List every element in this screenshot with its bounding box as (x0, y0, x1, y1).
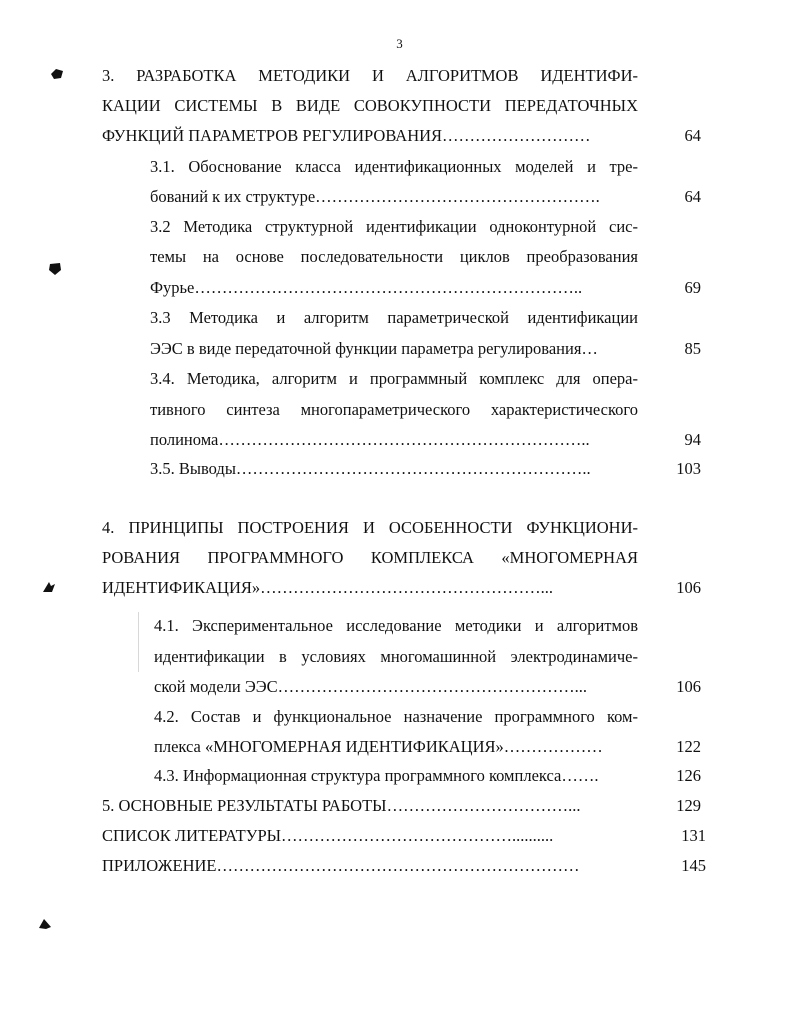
toc-page-number: 69 (684, 278, 701, 297)
toc-line: ЭЭС в виде передаточной функции параметра регулирования… (150, 339, 598, 358)
toc-line: ПРИЛОЖЕНИЕ………………………………………………………… (102, 856, 580, 875)
toc-line: плекса «МНОГОМЕРНАЯ ИДЕНТИФИКАЦИЯ»……………… (154, 737, 603, 756)
toc-line: идентификации в условиях многомашинной электродинамиче- (154, 647, 638, 666)
toc-line: 3.3 Методика и алгоритм параметрической идентификации (150, 308, 638, 327)
toc-page-number: 64 (684, 126, 701, 145)
toc-line: тивного синтеза многопараметрического характеристического (150, 400, 638, 419)
scan-line (138, 612, 139, 672)
toc-page-number: 94 (684, 430, 701, 449)
toc-page-number: 106 (676, 677, 701, 696)
toc-line: Фурье…………………………………………………………….. (150, 278, 583, 297)
toc-page-number: 145 (681, 856, 706, 875)
toc-line: 3.1. Обоснование класса идентификационных моделей и тре- (150, 157, 638, 176)
toc-line: 3.5. Выводы……………………………………………………….. (150, 459, 591, 478)
toc-line: 4.1. Экспериментальное исследование методики и алгоритмов (154, 616, 638, 635)
toc-page-number: 106 (676, 578, 701, 597)
toc-line: 4. ПРИНЦИПЫ ПОСТРОЕНИЯ И ОСОБЕННОСТИ ФУНКЦИОНИ- (102, 518, 638, 537)
toc-line: КАЦИИ СИСТЕМЫ В ВИДЕ СОВОКУПНОСТИ ПЕРЕДАТОЧНЫХ (102, 96, 638, 115)
toc-line: СПИСОК ЛИТЕРАТУРЫ…………………………………….......... (102, 826, 554, 845)
toc-line: полинома………………………………………………………….. (150, 430, 590, 449)
toc-line: 4.2. Состав и функциональное назначение программного ком- (154, 707, 638, 726)
toc-line: РОВАНИЯ ПРОГРАММНОГО КОМПЛЕКСА «МНОГОМЕРНАЯ (102, 548, 638, 567)
toc-line: бований к их структуре……………………………………………. (150, 187, 600, 206)
page-number: 3 (396, 36, 403, 51)
toc-line: ФУНКЦИЙ ПАРАМЕТРОВ РЕГУЛИРОВАНИЯ……………………… (102, 126, 591, 145)
toc-line: 3.2 Методика структурной идентификации одноконтурной сис- (150, 217, 638, 236)
margin-mark-icon (38, 918, 50, 930)
toc-line: ИДЕНТИФИКАЦИЯ»……………………………………………... (102, 578, 553, 597)
toc-line: 3.4. Методика, алгоритм и программный комплекс для опера- (150, 369, 638, 388)
margin-mark-icon (42, 580, 54, 592)
toc-page-number: 64 (684, 187, 701, 206)
margin-mark-icon (50, 68, 62, 80)
toc-line: ской модели ЭЭС………………………………………………... (154, 677, 587, 696)
toc-page-number: 85 (684, 339, 701, 358)
toc-line: 5. ОСНОВНЫЕ РЕЗУЛЬТАТЫ РАБОТЫ……………………………... (102, 796, 581, 815)
toc-page-number: 131 (681, 826, 706, 845)
margin-mark-icon (48, 262, 60, 274)
toc-line: 3. РАЗРАБОТКА МЕТОДИКИ И АЛГОРИТМОВ ИДЕНТИФИ- (102, 66, 638, 85)
toc-page-number: 103 (676, 459, 701, 478)
toc-page-number: 129 (676, 796, 701, 815)
toc-line: 4.3. Информационная структура программного комплекса……. (154, 766, 599, 785)
toc-page-number: 122 (676, 737, 701, 756)
toc-line: темы на основе последовательности циклов преобразования (150, 247, 638, 266)
toc-page-number: 126 (676, 766, 701, 785)
